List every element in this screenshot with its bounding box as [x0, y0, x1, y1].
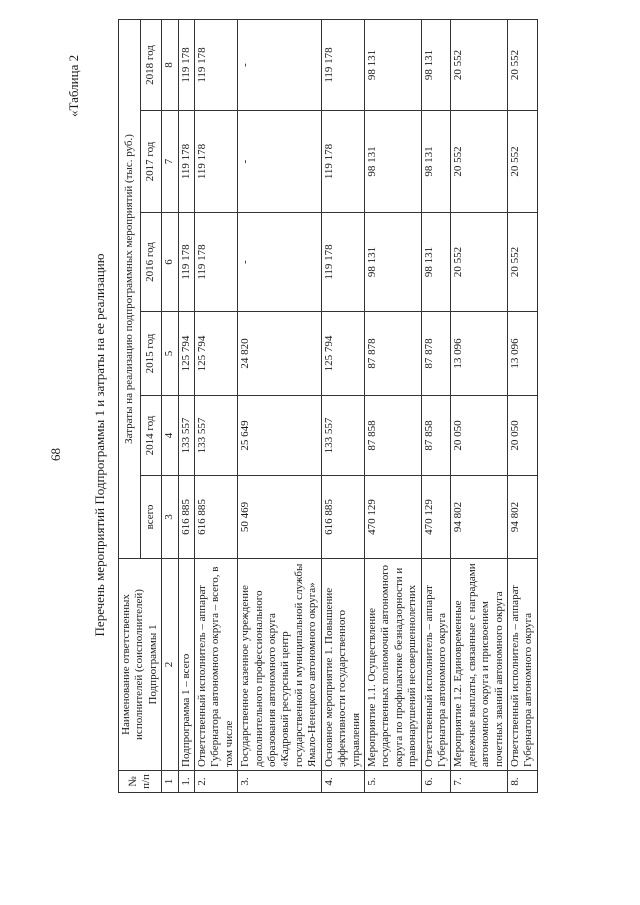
row-2018: 119 178: [321, 19, 364, 110]
table-label: «Таблица 2: [66, 54, 81, 117]
header-2014: 2014 год: [140, 396, 161, 476]
row-number: 7.: [451, 771, 508, 793]
row-2017: 20 552: [451, 111, 508, 213]
row-name: Ответственный исполнитель – аппарат Губернатора автономного округа: [507, 559, 537, 771]
row-name: Основное мероприятие 1. Повышение эффективности государственного управления: [321, 559, 364, 771]
row-name: Ответственный исполнитель – аппарат Губернатора автономного округа: [421, 559, 451, 771]
row-2014: 20 050: [451, 396, 508, 476]
row-total: 94 802: [507, 476, 537, 559]
row-number: 6.: [421, 771, 451, 793]
row-2015: 13 096: [507, 312, 537, 396]
row-2018: 20 552: [451, 19, 508, 110]
row-number: 3.: [238, 771, 321, 793]
page-number: 68: [48, 448, 63, 461]
header-costs: Затраты на реализацию подпрограммных мероприятий (тыс. руб.): [119, 19, 141, 558]
header-2015: 2015 год: [140, 312, 161, 396]
header-num: № п/п: [119, 771, 162, 793]
row-total: 50 469: [238, 476, 321, 559]
table-row: [364, 19, 421, 792]
row-2015: 125 794: [178, 312, 194, 396]
row-2016: 20 552: [507, 213, 537, 312]
row-2015: 87 878: [364, 312, 421, 396]
row-2018: 119 178: [178, 19, 194, 110]
row-total: 616 885: [321, 476, 364, 559]
row-2016: 119 178: [178, 213, 194, 312]
row-name: Подпрограмма 1 – всего: [178, 559, 194, 771]
row-2018: 98 131: [421, 19, 451, 110]
row-2015: 13 096: [451, 312, 508, 396]
row-2016: 98 131: [364, 213, 421, 312]
table-row: [451, 19, 508, 792]
row-2018: 20 552: [507, 19, 537, 110]
row-2016: 119 178: [321, 213, 364, 312]
row-2014: 20 050: [507, 396, 537, 476]
row-2016: 20 552: [451, 213, 508, 312]
row-total: 616 885: [178, 476, 194, 559]
col-number: 6: [162, 213, 178, 312]
document-title: Перечень мероприятий Подпрограммы 1 и затраты на ее реализацию: [92, 253, 107, 637]
col-number: 2: [162, 559, 178, 771]
row-number: 2.: [195, 771, 238, 793]
row-name: Мероприятие 1.1. Осуществление государственных полномочий автономного округа по профилактике безнадзорности и правонарушений несовершеннолетних: [364, 559, 421, 771]
programme-costs-table: [118, 19, 538, 793]
row-2015: 125 794: [195, 312, 238, 396]
row-2017: 119 178: [195, 111, 238, 213]
table-row: [178, 19, 194, 792]
header-total: всего: [140, 476, 161, 559]
col-number: 4: [162, 396, 178, 476]
row-2017: 98 131: [421, 111, 451, 213]
col-number: 5: [162, 312, 178, 396]
row-2014: 133 557: [321, 396, 364, 476]
table-row: [238, 19, 321, 792]
row-name: Мероприятие 1.2. Единовременные денежные выплаты, связанные с наградами автономного округа и присвоением почетных званий автономного округа: [451, 559, 508, 771]
row-2014: 133 557: [178, 396, 194, 476]
row-2017: 98 131: [364, 111, 421, 213]
row-2018: 98 131: [364, 19, 421, 110]
col-number: 1: [162, 771, 178, 793]
row-total: 470 129: [421, 476, 451, 559]
row-2017: -: [238, 111, 321, 213]
row-2014: 25 649: [238, 396, 321, 476]
row-2016: 98 131: [421, 213, 451, 312]
header-2016: 2016 год: [140, 213, 161, 312]
table-row: [507, 19, 537, 792]
row-2014: 87 858: [421, 396, 451, 476]
row-2018: 119 178: [195, 19, 238, 110]
row-2017: 119 178: [178, 111, 194, 213]
row-2017: 20 552: [507, 111, 537, 213]
row-2014: 87 858: [364, 396, 421, 476]
row-2015: 24 820: [238, 312, 321, 396]
row-2014: 133 557: [195, 396, 238, 476]
row-2018: -: [238, 19, 321, 110]
row-name: Государственное казенное учреждение дополнительного профессионального образования автономного округа «Кадровый ресурсный центр государственной и муниципальной службы Ямало-Ненецкого автономного округа»: [238, 559, 321, 771]
table-row: [421, 19, 451, 792]
row-2017: 119 178: [321, 111, 364, 213]
row-total: 94 802: [451, 476, 508, 559]
row-total: 470 129: [364, 476, 421, 559]
table-row: [321, 19, 364, 792]
col-number: 7: [162, 111, 178, 213]
header-name: Наименование ответственных исполнителей (соисполнителей) Подпрограммы 1: [119, 559, 162, 771]
row-name: Ответственный исполнитель – аппарат Губернатора автономного округа – всего, в том числе: [195, 559, 238, 771]
row-number: 8.: [507, 771, 537, 793]
col-number: 3: [162, 476, 178, 559]
row-2016: -: [238, 213, 321, 312]
row-total: 616 885: [195, 476, 238, 559]
row-2015: 125 794: [321, 312, 364, 396]
header-2017: 2017 год: [140, 111, 161, 213]
row-number: 4.: [321, 771, 364, 793]
row-number: 5.: [364, 771, 421, 793]
col-number: 8: [162, 19, 178, 110]
table-row: [195, 19, 238, 792]
header-2018: 2018 год: [140, 19, 161, 110]
row-2016: 119 178: [195, 213, 238, 312]
row-2015: 87 878: [421, 312, 451, 396]
row-number: 1.: [178, 771, 194, 793]
